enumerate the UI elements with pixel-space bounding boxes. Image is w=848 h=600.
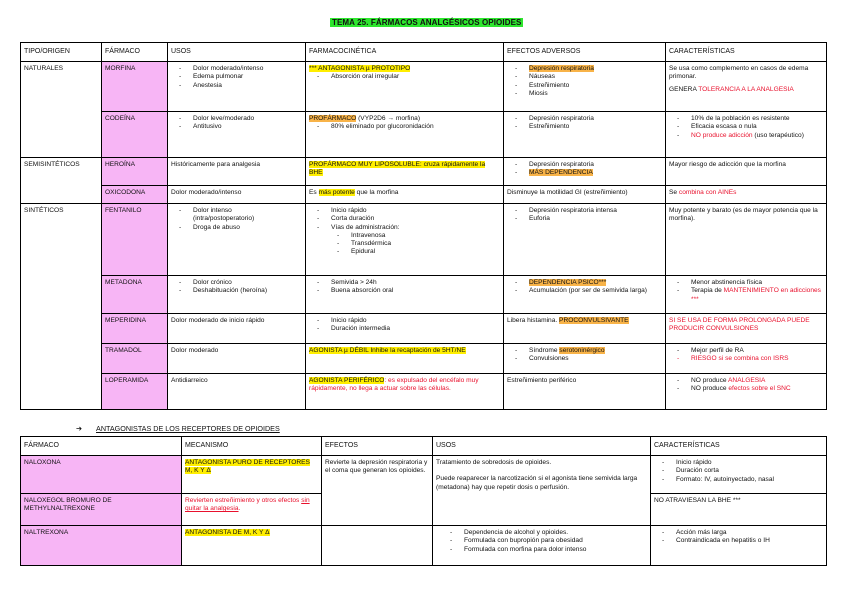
header-tipo: TIPO/ORIGEN [21, 43, 102, 62]
caracteristicas-codeina: - 10% de la población es resistente - Eficacia escasa o nula - NO produce adicción (uso terapéutico) [666, 112, 827, 158]
drug-name-meperidina: MEPERIDINA [102, 314, 168, 344]
caracteristicas-morfina: Se usa como complemento en casos de edema primonar. GENERA TOLERANCIA A LA ANALGESIA [666, 62, 827, 112]
farmacocinetica-metadona: - Semivida > 24h - Buena absorción oral [306, 276, 504, 314]
page-title: TEMA 25. FÁRMACOS ANALGÉSICOS OPIOIDES [332, 18, 522, 27]
caracteristicas-fentanilo: Muy potente y barato (es de mayor potencia que la morfina). [666, 204, 827, 276]
caracteristicas-loperamida: - NO produce ANALGESIA - NO produce efectos sobre el SNC [666, 374, 827, 410]
usos-metadona: - Dolor crónico - Deshabituación (heroína) [168, 276, 306, 314]
drug-name-tramadol: TRAMADOL [102, 344, 168, 374]
table-row-meperidina [21, 314, 827, 344]
efectos-naltrexona [322, 526, 433, 566]
efectos-oxicodona: Disminuye la motilidad GI (estreñimiento) [504, 186, 666, 204]
caracteristicas-naltrexona: - Acción más larga - Contraindicada en hepatitis o IH [651, 526, 827, 566]
usos-tramadol: Dolor moderado [168, 344, 306, 374]
header-efectos-adversos: EFECTOS ADVERSOS [504, 43, 666, 62]
mecanismo-naloxegol: Revierten estreñimiento y otros efectos sin quitar la analgesia. [182, 494, 322, 526]
header-farmacocinetica: FARMACOCINÉTICA [306, 43, 504, 62]
table-row-fentanilo [21, 204, 827, 276]
farmacocinetica-tramadol: AGONISTA µ DÉBIL Inhibe la recaptación de 5HT/NE [306, 344, 504, 374]
table-row-morfina [21, 62, 827, 112]
usos-meperidina: Dolor moderado de inicio rápido [168, 314, 306, 344]
efectos-fentanilo: - Depresión respiratoria intensa - Euforia [504, 204, 666, 276]
table-row-oxicodona [21, 186, 827, 204]
opioid-agonists-table [20, 42, 827, 410]
efectos-meperidina: Libera histamina. PROCONVULSIVANTE [504, 314, 666, 344]
drug-name-naloxona: NALOXONA [21, 456, 182, 494]
efectos-heroina: - Depresión respiratoria - MÁS DEPENDENCIA [504, 158, 666, 186]
mecanismo-naltrexona: ANTAGONISTA DE M, K Y Δ [182, 526, 322, 566]
header-farmaco: FÁRMACO [102, 43, 168, 62]
table-row-metadona [21, 276, 827, 314]
drug-name-naloxegol: NALOXEGOL BROMURO DE METHYLNALTREXONE [21, 494, 182, 526]
caracteristicas-heroina: Mayor riesgo de adicción que la morfina [666, 158, 827, 186]
drug-name-naltrexona: NALTREXONA [21, 526, 182, 566]
header-efectos: EFECTOS [322, 437, 433, 456]
caracteristicas-tramadol: - Mejor perfil de RA - RIESGO si se combina con ISRS [666, 344, 827, 374]
group-sinteticos: SINTÉTICOS [21, 204, 102, 410]
farmacocinetica-loperamida: AGONISTA PERIFÉRICO: es expulsado del encéfalo muy rápidamente, no llega a actuar sobre las células. [306, 374, 504, 410]
table-header-row [21, 43, 827, 62]
table-row-naltrexona [21, 526, 827, 566]
usos-morfina: - Dolor moderado/intenso - Edema pulmonar - Anestesia [168, 62, 306, 112]
drug-name-heroina: HEROÍNA [102, 158, 168, 186]
farmacocinetica-heroina: PROFÁRMACO MUY LIPOSOLUBLE: cruza rápidamente la BHE [306, 158, 504, 186]
usos-naltrexona: - Dependencia de alcohol y opioides. - Formulada con bupropión para obesidad - Formulada con morfina para dolor intenso [433, 526, 651, 566]
header-caracteristicas: CARACTERÍSTICAS [651, 437, 827, 456]
farmacocinetica-meperidina: - Inicio rápido - Duración intermedia [306, 314, 504, 344]
caracteristicas-meperidina: SI SE USA DE FORMA PROLONGADA PUEDE PRODUCIR CONVULSIONES [666, 314, 827, 344]
efectos-metadona: - DEPENDENCIA PSICO*** - Acumulación (por ser de semivida larga) [504, 276, 666, 314]
caracteristicas-metadona: - Menor abstinencia física - Terapia de MANTENIMIENTO en adicciones *** [666, 276, 827, 314]
caracteristicas-oxicodona: Se combina con AINEs [666, 186, 827, 204]
farmacocinetica-codeina: PROFÁRMACO (VYP2D6 → morfina) - 80% eliminado por glucoronidación [306, 112, 504, 158]
usos-loperamida: Antidiarreico [168, 374, 306, 410]
header-usos: USOS [168, 43, 306, 62]
table-row-naloxona [21, 456, 827, 494]
usos-codeina: - Dolor leve/moderado - Antitusivo [168, 112, 306, 158]
header-caracteristicas: CARACTERÍSTICAS [666, 43, 827, 62]
drug-name-codeina: CODEÍNA [102, 112, 168, 158]
header-farmaco: FÁRMACO [21, 437, 182, 456]
group-semisinteticos: SEMISINTÉTICOS [21, 158, 102, 204]
farmacocinetica-oxicodona: Es más potente que la morfina [306, 186, 504, 204]
table-row-heroina [21, 158, 827, 186]
efectos-tramadol: - Síndrome serotoninérgico - Convulsiones [504, 344, 666, 374]
usos-heroina: Históricamente para analgesia [168, 158, 306, 186]
drug-name-fentanilo: FENTANILO [102, 204, 168, 276]
table-row-tramadol [21, 344, 827, 374]
header-mecanismo: MECANISMO [182, 437, 322, 456]
opioid-antagonists-table [20, 436, 827, 566]
mecanismo-naloxona: ANTAGONISTA PURO DE RECEPTORES M, K Y Δ [182, 456, 322, 494]
usos-oxicodona: Dolor moderado/intenso [168, 186, 306, 204]
table-row-codeina [21, 112, 827, 158]
group-naturales: NATURALES [21, 62, 102, 158]
usos-naloxona: Tratamiento de sobredosis de opioides. Puede reaparecer la narcotización si el agonista tiene semivida larga (metadona) hay que repetir dosis o perfusión. [433, 456, 651, 526]
header-usos: USOS [433, 437, 651, 456]
drug-name-metadona: METADONA [102, 276, 168, 314]
table-header-row [21, 437, 827, 456]
table-row-loperamida [21, 374, 827, 410]
caracteristicas-naloxona: - Inicio rápido - Duración corta - Formato: IV, autoinyectado, nasal [651, 456, 827, 494]
efectos-codeina: - Depresión respiratoria - Estreñimiento [504, 112, 666, 158]
efectos-morfina: - Depresión respiratoria - Náuseas - Estreñimiento - Miosis [504, 62, 666, 112]
farmacocinetica-fentanilo: - Inicio rápido - Corta duración - Vías de administración: - Intravenosa - Transdérmica - Epidural [306, 204, 504, 276]
usos-fentanilo: - Dolor intenso (intra/postoperatorio) - Droga de abuso [168, 204, 306, 276]
drug-name-oxicodona: OXICODONA [102, 186, 168, 204]
arrow-icon: ➔ [76, 424, 83, 433]
efectos-naloxona: Revierte la depresión respiratoria y el coma que generan los opioides. [322, 456, 433, 526]
antagonists-section-heading: ➔ ANTAGONISTAS DE LOS RECEPTORES DE OPIOIDES [76, 424, 280, 433]
efectos-loperamida: Estreñimiento periférico [504, 374, 666, 410]
caracteristicas-naloxegol: NO ATRAVIESAN LA BHE *** [651, 494, 827, 526]
drug-name-morfina: MORFINA [102, 62, 168, 112]
farmacocinetica-morfina: *** ANTAGONISTA µ PROTOTIPO - Absorción oral irregular [306, 62, 504, 112]
drug-name-loperamida: LOPERAMIDA [102, 374, 168, 410]
